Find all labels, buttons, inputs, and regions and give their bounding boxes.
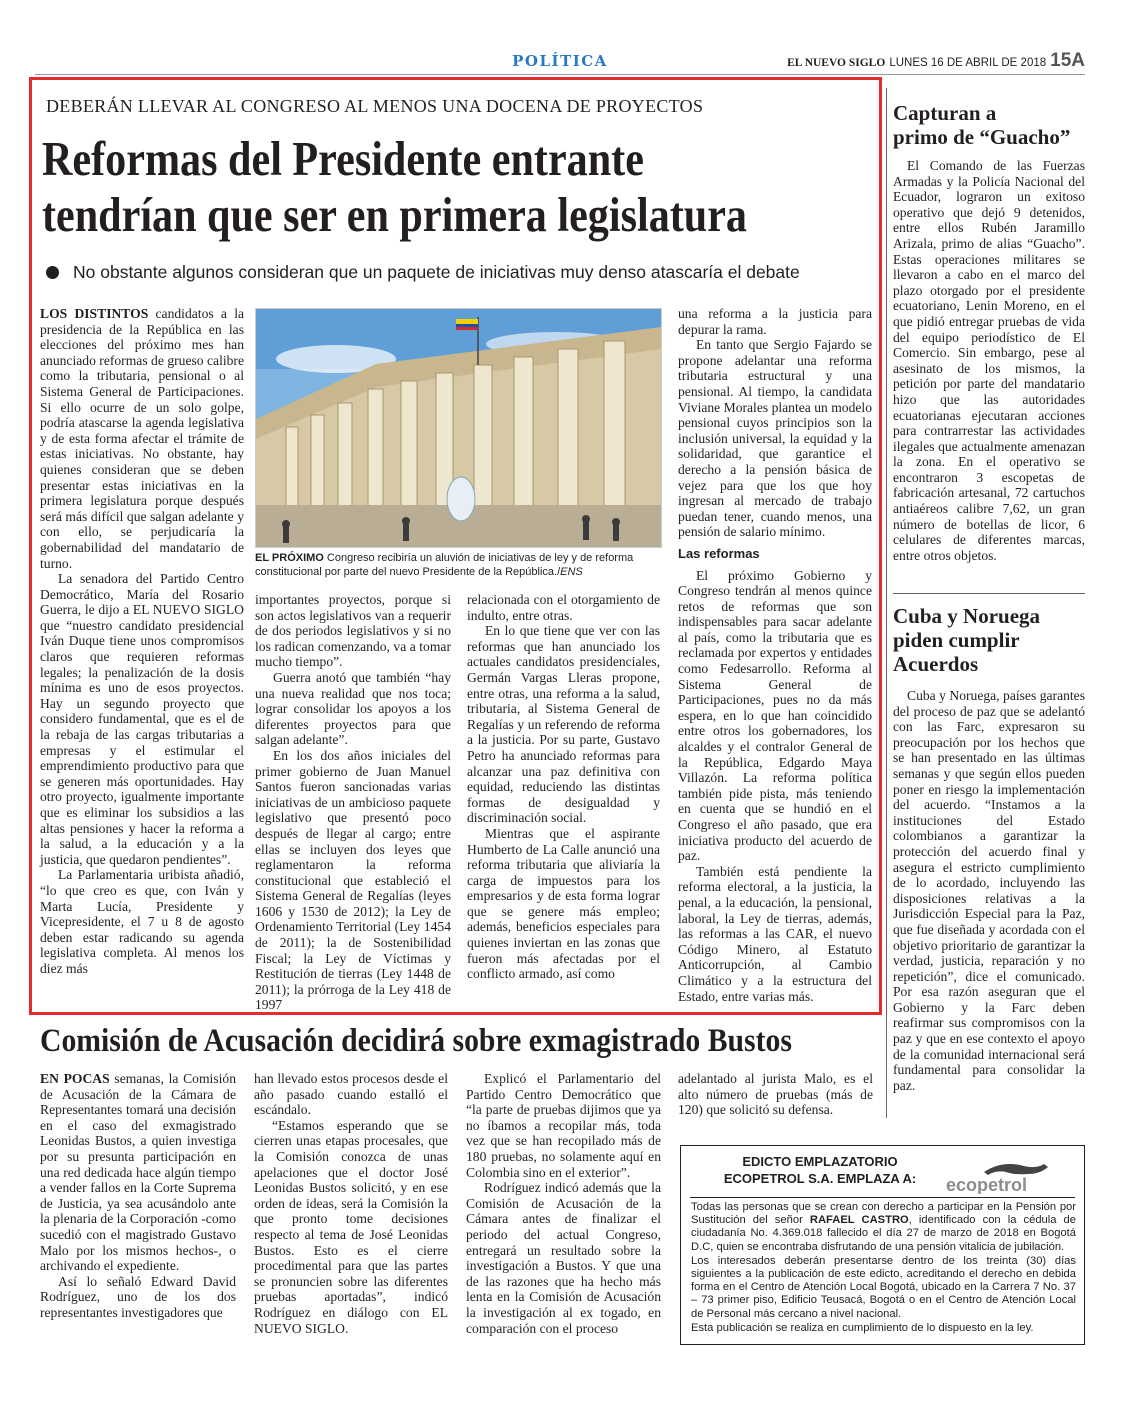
legal-notice-rule (690, 1197, 1075, 1198)
paragraph (691, 1201, 1076, 1254)
paragraph: han llevado estos procesos desde el año pasado cuando estalló el escándalo. (254, 1071, 448, 1118)
main-col-2 (255, 592, 451, 1013)
paragraph: En tanto que Sergio Fajardo se propone adelantar una reforma tributaria estructural y una pensional. Al tiempo, la candidata Viviane Morales plantea un modelo pensional cuyos principios son la inclusión universal, la equidad y la solidaridad, que garantice el derecho a la pensión básica de vejez para que los que hoy ingresan al mercado de trabajo puedan tener, cuando menos, una pensión de salario mínimo. (678, 337, 872, 540)
section-label: POLÍTICA (512, 52, 608, 70)
main-col-1 (40, 306, 244, 977)
caption-lead: EL PRÓXIMO (255, 552, 324, 564)
paragraph: Esta publicación se realiza en cumplimiento de lo dispuesto en la ley. (691, 1321, 1034, 1334)
sidebar-divider (886, 88, 887, 1118)
article-headline (42, 131, 764, 243)
capitol-building-photo (256, 309, 661, 547)
paragraph-text: semanas, la Comisión de Acusación de la Cámara de Representantes tomará una decisión en el caso del exmagistrado Leonidas Bustos, a quien investiga por su presunta participación en una red dedicada hace algún tiempo a vender fallos en la Corte Suprema de Justicia, ya sea acusándolo ante la plenaria de la Corporación -como sucedió con el magistrado Gustavo Malo por los mismos hechos-, o archivando el expediente. (40, 1071, 236, 1274)
second-col-2 (254, 1071, 448, 1336)
photo-credit: ENS (560, 566, 583, 578)
paragraph: Rodríguez indicó además que la Comisión de Acusación de la Cámara antes de finalizar el periodo del actual Congreso, entregará un resultado sobre la investigación a Bustos. Y que una de las razones que ha hecho más lenta en la Comisión de Acusación la investigación al ex togado, en comparación con el proceso (466, 1180, 661, 1336)
paragraph: adelantado al jurista Malo, es el alto número de pruebas (más de 120) que solicitó su defensa. (678, 1071, 873, 1118)
main-col-3 (467, 592, 660, 982)
article-subhead (46, 262, 800, 283)
lead-in: EN POCAS (40, 1071, 110, 1086)
newspaper-name: EL NUEVO SIGLO (787, 57, 886, 69)
paragraph: relacionada con el otorgamiento de indulto, entre otras. (467, 592, 660, 623)
caption-text: Congreso recibiría un aluvión de iniciativas de ley y de reforma constitucional por parte del nuevo Presidente de la República./ (255, 552, 634, 578)
article-kicker: DEBERÁN LLEVAR AL CONGRESO AL MENOS UNA DOCENA DE PROYECTOS (46, 96, 704, 116)
paragraph-text: candidatos a la presidencia de la República en las elecciones del próximo mes han anunciado reformas de grueso calibre como la tributaria, pensional o al Sistema General de Participaciones. Si ello ocurre de un solo golpe, podría atascarse la agenda legislativa y de esta forma afectar el trámite de estas iniciativas. No obstante, hay quienes consideran que se deben presentar estas iniciativas en la primera legislatura porque después será más difícil que salgan adelante y con ello, se perjudicaría la gobernabilidad del mandatario de turno. (40, 306, 245, 571)
paragraph: Cuba y Noruega, países garantes del proceso de paz que se adelantó con las Farc, expresaron su preocupación por los hechos que se han presentado en las últimas semanas y que según ellos pueden poner en riesgo la implementación del acuerdo. “Instamos a la instituciones del Estado colombianos a garantizar la protección del acuerdo final y asegura el estricto cumplimiento de lo acordado, incluyendo las disposiciones relativas a la Jurisdicción Especial para la Paz, que fue diseñada y acordada con el objetivo prioritario de garantizar la verdad, justicia, reparación y no repetición”, dice el comunicado. Por esa razón aseguran que el Gobierno y la Farc deben reafirmar sus compromisos con la paz y que en ese contexto el apoyo de la comunidad internacional será fundamental para consolidar la paz. (893, 688, 1085, 1093)
second-col-1 (40, 1071, 236, 1321)
title-line: EDICTO EMPLAZATORIO (742, 1154, 898, 1169)
title-line: Acuerdos (893, 652, 979, 676)
page-number: 15A (1050, 50, 1085, 71)
section-subtitle: Las reformas (678, 545, 760, 561)
title-line: primo de “Guacho” (893, 125, 1071, 149)
lead-in: LOS DISTINTOS (40, 306, 149, 321)
main-col-4 (678, 306, 872, 1004)
iguana-icon (944, 1158, 1074, 1194)
paragraph: La Parlamentaria uribista añadió, “lo que creo es que, con Iván y Marta Lucía, Presidente y Vicepresidente, el 7 u 8 de agosto deben estar radicando su agenda legislativa completa. Al menos los diez más (40, 867, 244, 976)
article-photo (255, 308, 662, 548)
sidebar-separator (893, 593, 1085, 594)
bullet-icon (46, 266, 59, 279)
paragraph (40, 306, 244, 571)
page-folio (787, 50, 1085, 72)
paragraph (40, 1071, 236, 1274)
headline-line-1: Reformas del Presidente entrante (42, 131, 644, 186)
title-line: Cuba y Noruega (893, 604, 1041, 628)
publication-date: LUNES 16 DE ABRIL DE 2018 (889, 57, 1047, 69)
paragraph: El Comando de las Fuerzas Armadas y la Policía Nacional del Ecuador, lograron un exitoso operativo que dejó 9 detenidos, entre ellos Rubén Jaramillo Arizala, primo de alias “Guacho”. Estas operaciones militares se llevaron a cabo en el marco del plazo otorgado por el presidente ecuatoriano, Lenin Moreno, en el que pidió entregar pruebas de vida del equipo periodístico de El Comercio. Sin embargo, pese al asesinato de los mismos, la petición por parte del mandatario hizo que las autoridades ecuatorianas ejecutaran acciones para contrarrestar las actividades ilegales que actualmente amenazan la zona. En el operativo se encontraron 3 escopetas de fabricación artesanal, 72 cartuchos antiaéreos calibre 7,62, un gran número de botellas de licor, 6 celulares de diferentes marcas, entre otros objetos. (893, 158, 1085, 563)
legal-notice-title (690, 1153, 950, 1187)
paragraph: Los interesados deberán presentarse dentro de los treinta (30) días siguientes a la publicación de este edicto, acreditando el derecho en debida forma en el Centro de Atención Local Bogotá, ubicado en la Carrera 7 No. 37 – 73 primer piso, Edificio Teusacá, Bogotá o en el Centro de Atención Local de Personal más cercano a nivel nacional. (691, 1254, 1076, 1320)
paragraph: Así lo señaló Edward David Rodríguez, uno de los dos representantes investigadores que (40, 1273, 236, 1320)
second-article-headline: Comisión de Acusación decidirá sobre exmagistrado Bustos (40, 1023, 792, 1059)
paragraph: una reforma a la justicia para depurar la rama. (678, 306, 872, 337)
sidebar-story-1-title (893, 101, 1070, 149)
title-line: ECOPETROL S.A. EMPLAZA A: (723, 1171, 917, 1186)
subhead-text: No obstante algunos consideran que un paquete de iniciativas muy denso atascaría el debate (73, 262, 800, 282)
second-col-4 (678, 1071, 873, 1118)
paragraph-text: , identificado con la cédula de ciudadanía No. 4.369.018 fallecido el día 27 de marzo de 2018 en Bogotá D.C, quien se encontraba disfrutando de una pensión vitalicia de jubilación. (691, 1214, 1076, 1253)
paragraph: En los dos años iniciales del primer gobierno de Juan Manuel Santos fueron sancionadas varias iniciativas de un ambicioso paquete legislativo que presentó poco después de llegar al cargo; entre ellas se incluyen dos leyes que reglamentaron la reforma constitucional que estableció el Sistema General de Regalías (leyes 1606 y 1530 de 2012); la Ley de Ordenamiento Territorial (Ley 1454 de 2011); la de Sostenibilidad Fiscal; la Ley de Víctimas y Restitución de tierras (Ley 1448 de 2011); la prórroga de la Ley 418 de 1997 (255, 747, 451, 1013)
person-name: RAFAEL CASTRO (809, 1214, 909, 1227)
sidebar-story-2-text (893, 688, 1085, 1093)
photo-caption (255, 551, 660, 579)
logo-text: ecopetrol (946, 1175, 1028, 1194)
paragraph: El próximo Gobierno y Congreso tendrán al menos quince retos de reformas que son indispensables para sacar adelante al país, como la tributaria que es reclamada por expertos y entidades como Fedesarrollo. Reforma al Sistema General de Participaciones, pues no da más espera, en lo que han coincidido entre otros los gobernadores, los alcaldes y el contralor General de la República, Edgardo Maya Villazón. La reforma política también pide pista, más teniendo en cuenta que se hundió en el Congreso el año pasado, que era iniciativa producto del acuerdo de paz. (678, 567, 872, 864)
paragraph: importantes proyectos, porque si son actos legislativos van a requerir de dos periodos legislativos y si no los radican comenzando, va a tomar mucho tiempo”. (255, 592, 451, 670)
title-line: piden cumplir (893, 628, 1020, 652)
sidebar-story-2-title (893, 604, 1040, 676)
header-rule (35, 74, 1085, 75)
sidebar-story-1-text (893, 158, 1085, 563)
legal-notice-body (691, 1201, 1076, 1336)
paragraph-text: Todas las personas que se crean con derecho a participar en la Pensión por Sustitución del señor (691, 1201, 1076, 1227)
headline-line-2: tendrían que ser en primera legislatura (42, 187, 748, 242)
paragraph: También está pendiente la reforma electoral, a la justicia, la penal, a la educación, la pensional, laboral, la Ley de tierras, además, las reformas a las CAR, el nuevo Código Minero, al Estatuto Anticorrupción, al Cambio Climático y a la estructura del Estado, entre varias más. (678, 863, 872, 1004)
second-col-3 (466, 1071, 661, 1336)
title-line: Capturan a (893, 101, 997, 125)
paragraph: Guerra anotó que también “hay una nueva realidad que nos toca; lograr consolidar los apoyos a los diferentes proyectos para que salgan adelante”. (255, 669, 451, 748)
paragraph: En lo que tiene que ver con las reformas que han anunciado los actuales candidatos presidenciales, Germán Vargas Lleras propone, entre otras, una reforma a la salud, tributaria, al Sistema General de Regalías y un referendo de reforma a la justicia. Por su parte, Gustavo Petro ha anunciado reformas para alcanzar una paz definitiva con equidad, reduciendo las distintas formas de desigualdad y discriminación social. (467, 623, 660, 826)
ecopetrol-logo (944, 1158, 1074, 1194)
paragraph: “Estamos esperando que se cierren unas etapas procesales, que la Comisión conozca de unas apelaciones que el doctor José Leonidas Bustos solicitó, y en ese orden de ideas, será la Comisión la que pronto tome decisiones respecto al tema de José Leonidas Bustos. Esto es el cierre procedimental para que las partes se pronuncien sobre las diferentes pruebas aportadas”, indicó Rodríguez en diálogo con EL NUEVO SIGLO. (254, 1117, 448, 1336)
paragraph: Explicó el Parlamentario del Partido Centro Democrático que “la parte de pruebas dijimos que ya no íbamos a recopilar más, toda vez que se han recopilado más de 180 pruebas, no solamente aquí en Colombia sino en el exterior”. (466, 1071, 661, 1180)
paragraph: La senadora del Partido Centro Democrático, María del Rosario Guerra, le dijo a EL NUEVO SIGLO que “nuestro candidato presidencial Iván Duque tiene unos compromisos claros que requieren reformas legales; la penalización de la dosis mínima es uno de esos proyectos. Hay un segundo proyecto que considero fundamental, que es el de la rebaja de las cargas tributarias a empresas y el estimular el emprendimiento productivo para que se generen más oportunidades. Hay otro proyecto, igualmente importante que es eliminar los subsidios a las altas pensiones y hacer la reforma a la salud, a la educación y a la justicia, que quedaron pendientes”. (40, 571, 244, 867)
paragraph: Mientras que el aspirante Humberto de La Calle anunció una reforma tributaria que aliviaría la carga de impuestos para los empresarios y de esta forma lograr que se genere más empleo; además, beneficios especiales para quienes inviertan en las zonas que fueron más afectadas por el conflicto armado, así como (467, 825, 660, 982)
